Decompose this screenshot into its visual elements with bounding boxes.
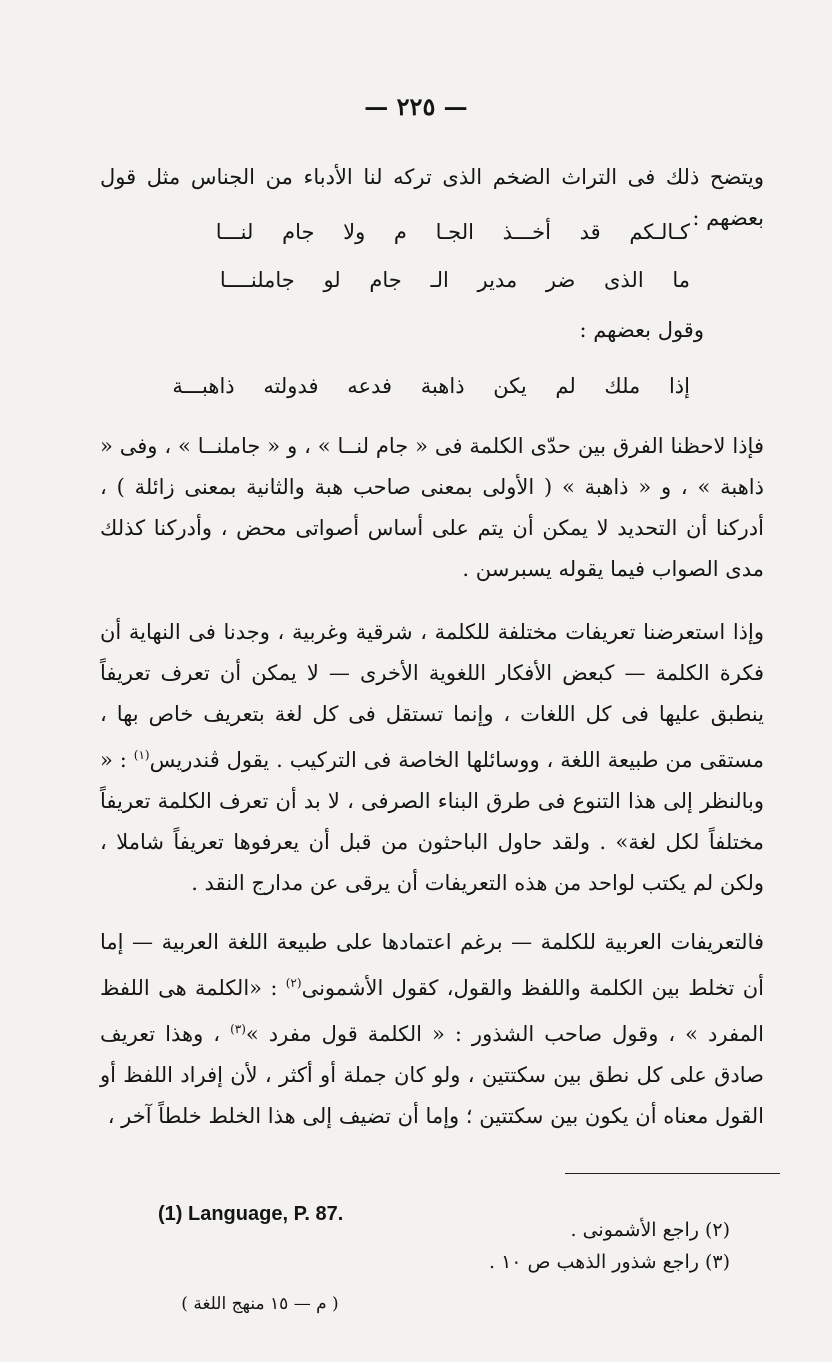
verse1-line1: كـالـكم قد أخـــذ الجـا م ولا جام لنـــا xyxy=(215,220,690,244)
footnote-2: (٢) راجع الأشمونى . xyxy=(570,1219,730,1241)
paragraph-3 xyxy=(100,922,764,1137)
verse2-intro: وقول بعضهم : xyxy=(579,318,704,342)
verse1-line2: ما الذى ضر مدير الـ جام لو جاملنــــا xyxy=(219,268,690,292)
footnote-3: (٣) راجع شذور الذهب ص ١٠ . xyxy=(488,1251,730,1273)
paragraph-2 xyxy=(100,612,764,904)
paragraph-3-text-b: : «الكلمة هى اللفظ المفرد » ، وقول صاحب الشذور : « الكلمة قول مفرد » xyxy=(100,976,764,1046)
footnote-ref-1: (١) xyxy=(133,748,150,762)
footnote-1: (1) Language, P. 87. xyxy=(158,1203,344,1225)
verse2-line1: إذا ملك لم يكن ذاهبة فدعه فدولته ذاهبـــة xyxy=(172,374,690,398)
paragraph-1: فإذا لاحظنا الفرق بين حدّى الكلمة فى « جام لنــا » ، و « جاملنــا » ، وفى « ذاهبة » ، و « ذاهبة » ( الأولى بمعنى صاحب هبة والثانية بمعنى زائلة ) ، أدركنا أن التحديد لا يمكن أن يتم على أساس أصواتى محض ، وأدركنا كذلك مدى الصواب فيما يقوله يسبرسن . xyxy=(100,434,764,581)
paragraph-3-text-a: فالتعريفات العربية للكلمة — برغم اعتمادها على طبيعة اللغة العربية — إما أن تخلط بين الكلمة واللفظ والقول، كقول الأشمونى xyxy=(100,930,764,1000)
page-number: — ٢٢٥ — xyxy=(364,92,468,121)
paragraph-3-text-c: ، وهذا تعريف صادق على كل نطق بين سكتتين ، ولو كان جملة أو أكثر ، لأن إفراد اللفظ أو القول معناه أن يكون بين سكتتين ؛ وإما أن تضيف إلى هذا الخلط خلطاً آخر ، xyxy=(100,1022,764,1128)
paragraph-2-text-a: وإذا استعرضنا تعريفات مختلفة للكلمة ، شرقية وغربية ، وجدنا فى النهاية أن فكرة الكلمة — كبعض الأفكار اللغوية الأخرى — لا يمكن أن تعرف تعريفاً ينطبق عليها فى كل اللغات ، وإنما تستقل فى كل لغة بتعريف خاص بها ، مستقى من طبيعة اللغة ، ووسائلها الخاصة فى التركيب . يقول ڤندريس xyxy=(100,620,764,772)
paragraph-2-text-b: : « وبالنظر إلى هذا التنوع فى طرق البناء الصرفى ، لا بد أن تعرف الكلمة تعريفاً مختلفاً لكل لغة» . ولقد حاول الباحثون من قبل أن يعرفوها تعريفاً شاملا ، ولكن لم يكتب لواحد من هذه التعريفات أن يرقى عن مدارج النقد . xyxy=(100,748,764,895)
signature-mark: ( م — ١٥ منهج اللغة ) xyxy=(181,1294,339,1314)
footnote-ref-3: (٣) xyxy=(230,1022,246,1036)
intro-line: ويتضح ذلك فى التراث الضخم الذى تركه لنا الأدباء من الجناس مثل قول بعضهم : xyxy=(100,165,764,230)
footnote-divider xyxy=(565,1173,780,1174)
footnote-ref-2: (٢) xyxy=(285,976,302,990)
